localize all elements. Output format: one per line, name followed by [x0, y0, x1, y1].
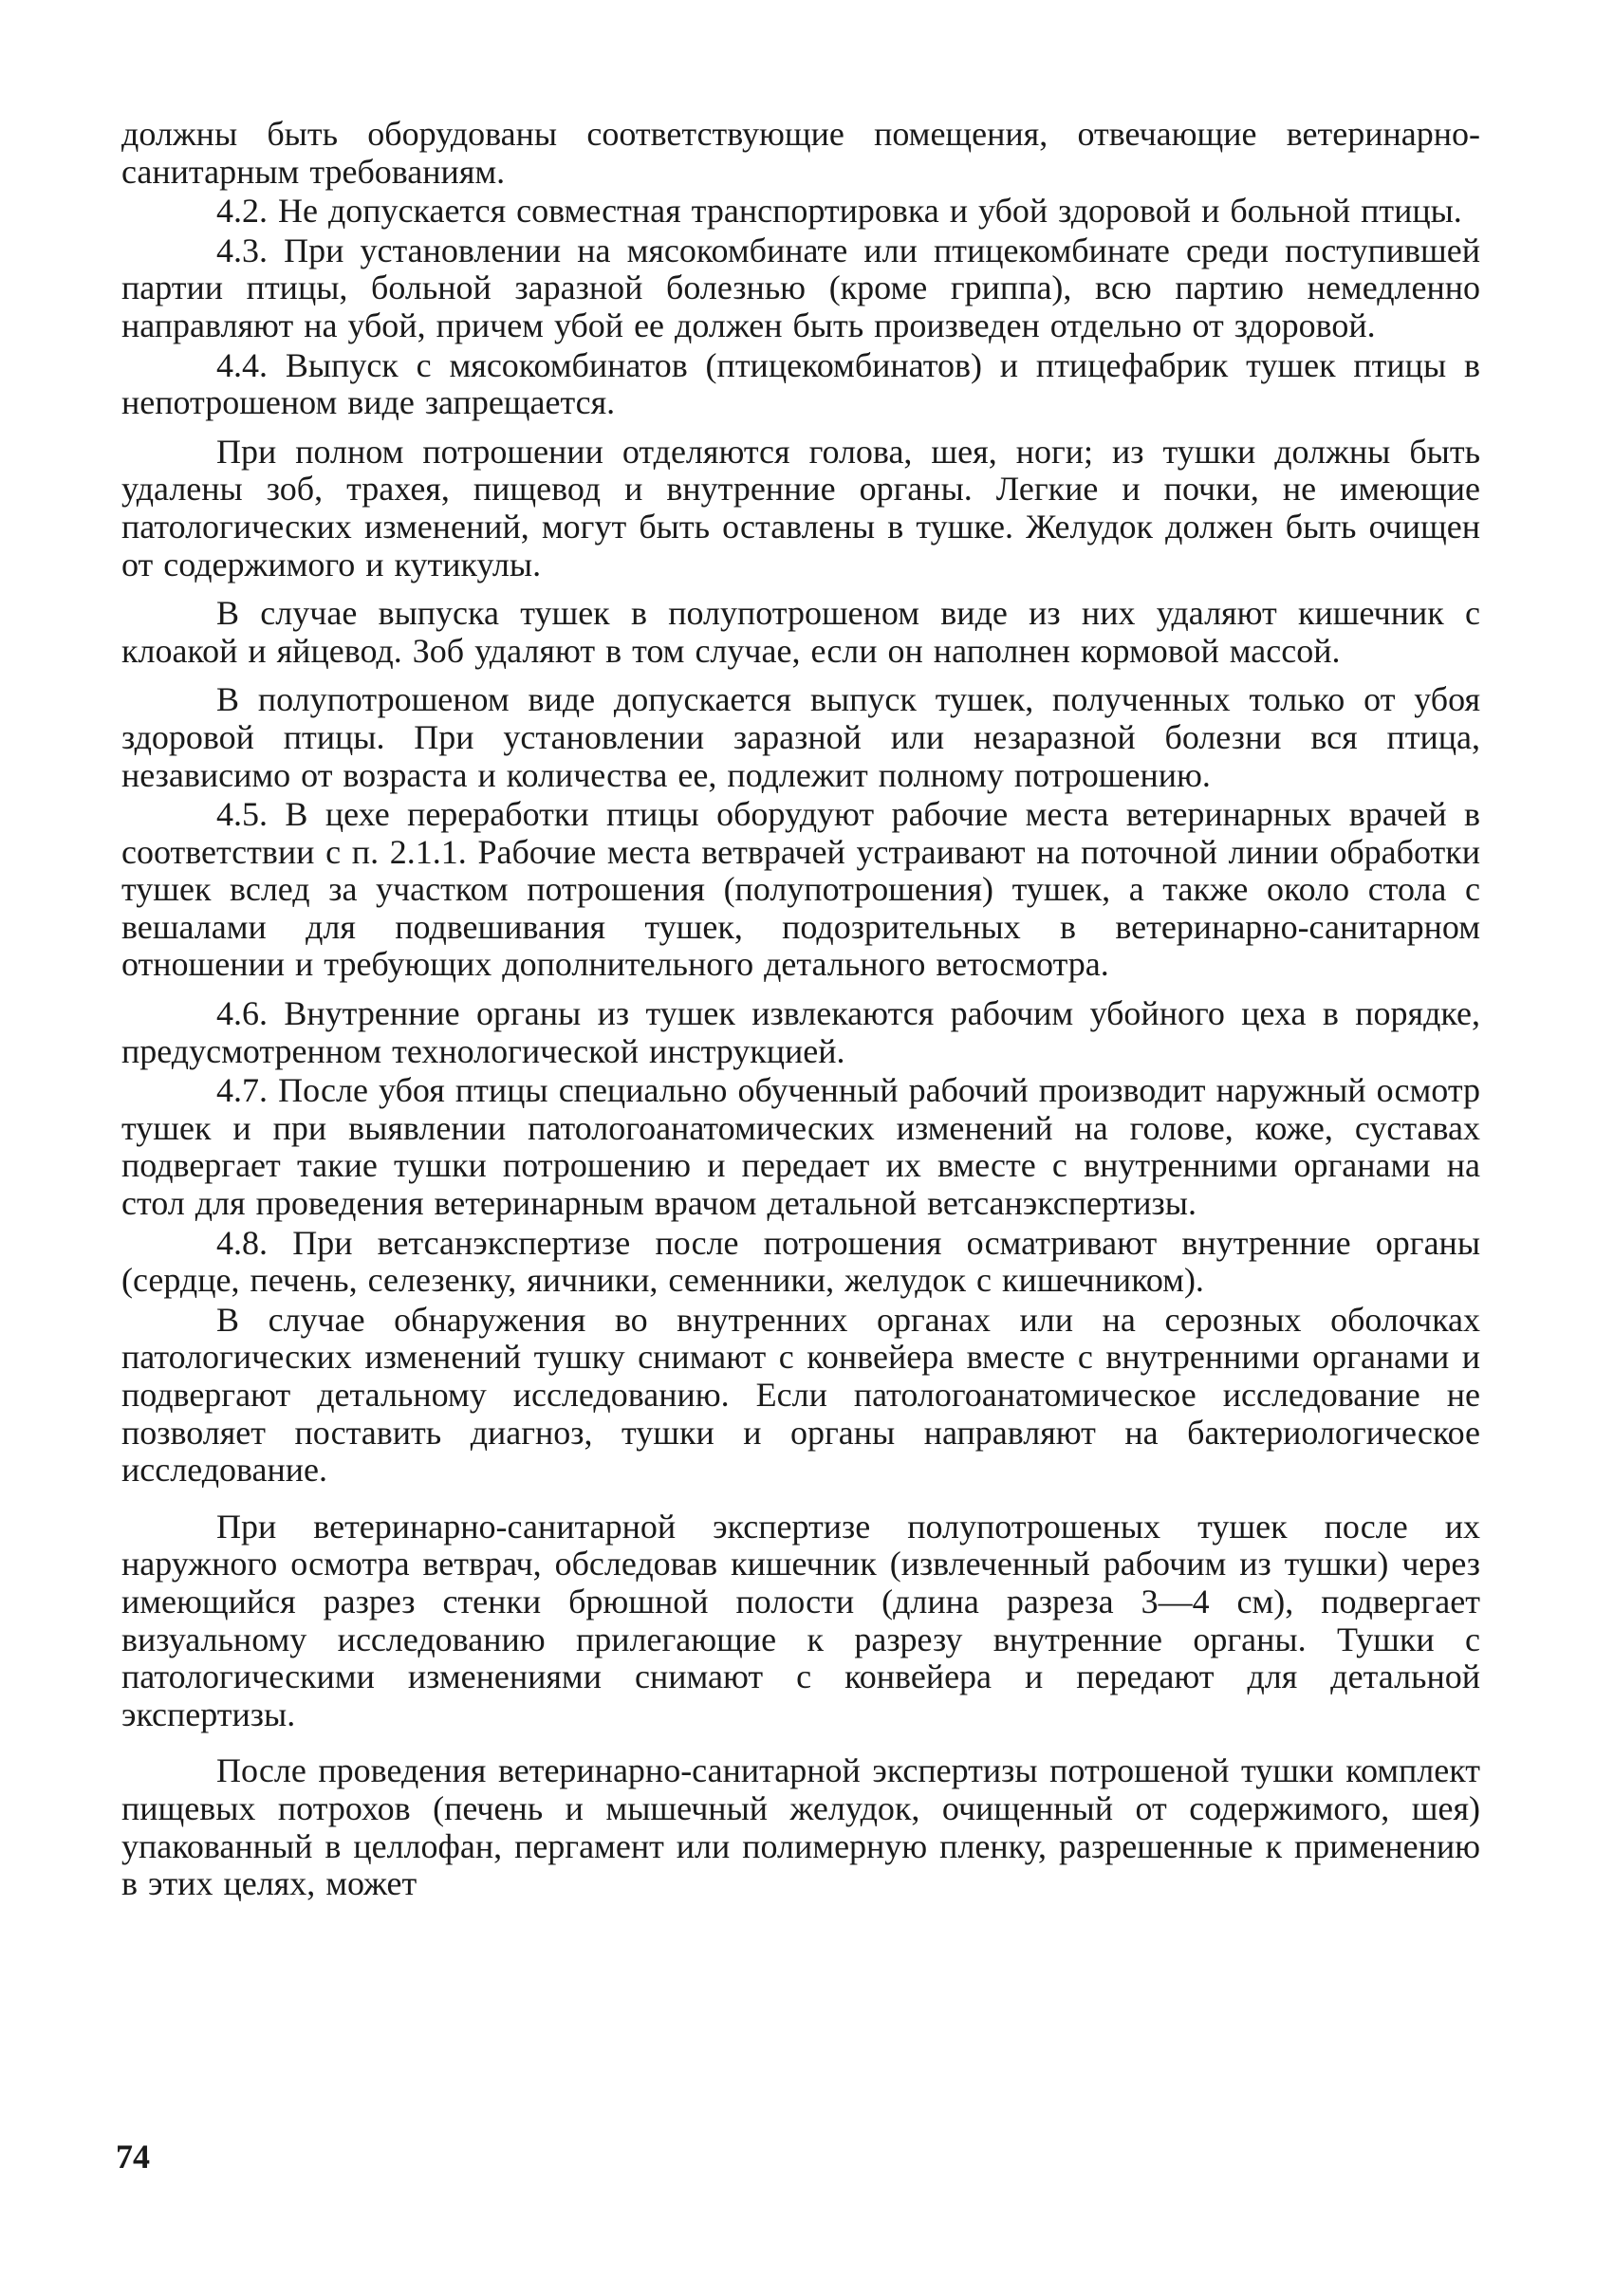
- paragraph-4-6: 4.6. Внутренние органы из тушек извлекаются рабочим убойного цеха в порядке, предусмотренном технологической инструкцией.: [121, 994, 1480, 1070]
- page-number: 74: [116, 2138, 150, 2176]
- paragraph-giblets-package: После проведения ветеринарно-санитарной экспертизы потрошеной тушки комплект пищевых потрохов (печень и мышечный желудок, очищенный от содержимого, шея) упакованный в целлофан, пергамент или полимерную пленку, разрешенные к применению в этих целях, может: [121, 1751, 1480, 1903]
- paragraph-4-3: 4.3. При установлении на мясокомбинате или птицекомбинате среди поступившей партии птицы, больной заразной болезнью (кроме гриппа), всю партию немедленно направляют на убой, причем убой ее должен быть произведен отдельно от здоровой.: [121, 231, 1480, 344]
- paragraph-continuation: должны быть оборудованы соответствующие помещения, отвечающие ветеринарно-санитарным требованиям.: [121, 115, 1480, 191]
- paragraph-4-8: 4.8. При ветсанэкспертизе после потрошения осматривают внутренние органы (сердце, печень, селезенку, яичники, семенники, желудок с кишечником).: [121, 1223, 1480, 1300]
- paragraph-4-4: 4.4. Выпуск с мясокомбинатов (птицекомбинатов) и птицефабрик тушек птицы в непотрошеном виде запрещается.: [121, 345, 1480, 422]
- paragraph-4-2: 4.2. Не допускается совместная транспортировка и убой здоровой и больной птицы.: [216, 192, 1462, 231]
- paragraph-semi-evisceration-allowed: В полупотрошеном виде допускается выпуск тушек, полученных только от убоя здоровой птицы. При установлении заразной или незаразной болезни вся птица, независимо от возраста и количества ее, подлежит полному потрошению.: [121, 680, 1480, 794]
- paragraph-4-7: 4.7. После убоя птицы специально обученный рабочий производит наружный осмотр тушек и при выявлении патологоанатомических изменений на голове, коже, суставах подвергает такие тушки потрошению и передает их вместе с внутренними органами на стол для проведения ветеринарным врачом детальной ветсанэкспертизы.: [121, 1071, 1480, 1223]
- paragraph-semi-eviscerated-inspection: При ветеринарно-санитарной экспертизе полупотрошеных тушек после их наружного осмотра ветврач, обследовав кишечник (извлеченный рабочим из тушки) через имеющийся разрез стенки брюшной полости (длина разреза 3—4 см), подвергает визуальному исследованию прилегающие к разрезу внутренние органы. Тушки с патологическими изменениями снимают с конвейера и передают для детальной экспертизы.: [121, 1507, 1480, 1733]
- paragraph-4-5: 4.5. В цехе переработки птицы оборудуют рабочие места ветеринарных врачей в соответствии с п. 2.1.1. Рабочие места ветврачей устраивают на поточной линии обработки тушек вслед за участком потрошения (полупотрошения) тушек, а также около стола с вешалами для подвешивания тушек, подозрительных в ветеринарно-санитарном отношении и требующих дополнительного детального ветосмотра.: [121, 795, 1480, 984]
- paragraph-full-evisceration: При полном потрошении отделяются голова, шея, ноги; из тушки должны быть удалены зоб, трахея, пищевод и внутренние органы. Легкие и почки, не имеющие патологических изменений, могут быть оставлены в тушке. Желудок должен быть очищен от содержимого и кутикулы.: [121, 432, 1480, 583]
- paragraph-pathology-found: В случае обнаружения во внутренних органах или на серозных оболочках патологических изменений тушку снимают с конвейера вместе с внутренними органами и подвергают детальному исследованию. Если патологоанатомическое исследование не позволяет поставить диагноз, тушки и органы направляют на бактериологическое исследование.: [121, 1300, 1480, 1490]
- paragraph-semi-evisceration: В случае выпуска тушек в полупотрошеном виде из них удаляют кишечник с клоакой и яйцевод. Зоб удаляют в том случае, если он наполнен кормовой массой.: [121, 594, 1480, 670]
- page-body: [121, 116, 1480, 1903]
